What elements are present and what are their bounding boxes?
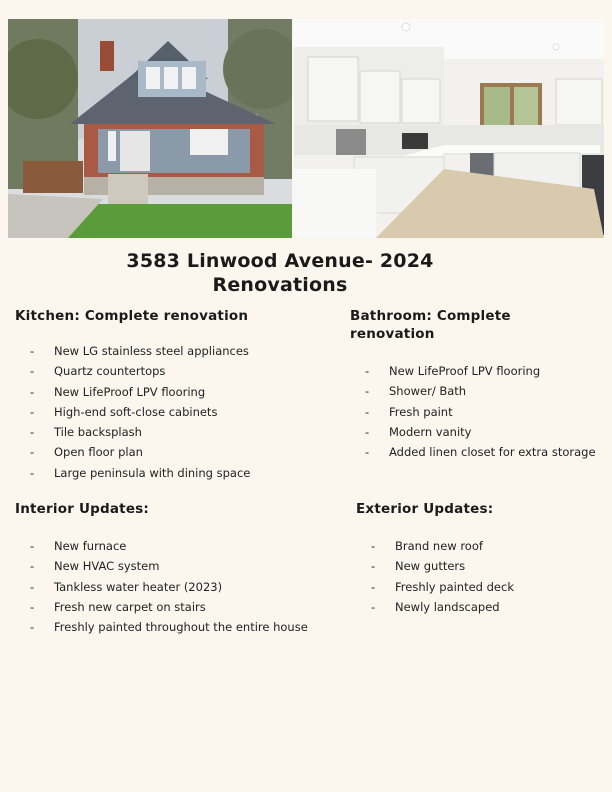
list-item: - New furnace (15, 536, 355, 556)
bathroom-list (350, 361, 600, 462)
kitchen-interior-photo (294, 19, 604, 238)
interior-heading: Interior Updates: (15, 501, 150, 517)
bathroom-heading: Bathroom: Complete renovation (350, 308, 511, 342)
list-item: - Freshly painted throughout the entire house (15, 617, 355, 637)
list-item: - Brand new roof (356, 536, 596, 556)
photo-strip (8, 19, 604, 238)
list-item: - Modern vanity (350, 422, 600, 442)
list-item: - Tile backsplash (15, 422, 315, 442)
list-item: - New HVAC system (15, 556, 355, 576)
interior-section (15, 500, 355, 637)
list-item: - High-end soft-close cabinets (15, 402, 315, 422)
list-item: - New gutters (356, 556, 596, 576)
list-item: - Added linen closet for extra storage (350, 442, 600, 462)
list-item: - Tankless water heater (2023) (15, 577, 355, 597)
page-title-line1: 3583 Linwood Avenue- 2024 (126, 250, 434, 272)
interior-list (15, 536, 355, 637)
list-item: - Newly landscaped (356, 597, 596, 617)
kitchen-list (15, 341, 315, 483)
exterior-section (356, 500, 596, 617)
page-title (0, 249, 560, 297)
list-item: - Open floor plan (15, 442, 315, 462)
bathroom-section (350, 307, 600, 462)
list-item: - Shower/ Bath (350, 381, 600, 401)
list-item: - Quartz countertops (15, 361, 315, 381)
exterior-list (356, 536, 596, 617)
page-title-line2: Renovations (212, 274, 348, 296)
exterior-heading: Exterior Updates: (356, 501, 494, 517)
list-item: - New LifeProof LPV flooring (350, 361, 600, 381)
list-item: - New LifeProof LPV flooring (15, 382, 315, 402)
kitchen-section (15, 307, 315, 483)
list-item: - Large peninsula with dining space (15, 463, 315, 483)
list-item: - Freshly painted deck (356, 577, 596, 597)
house-exterior-photo (8, 19, 292, 238)
kitchen-heading: Kitchen: Complete renovation (15, 308, 249, 324)
list-item: - Fresh paint (350, 402, 600, 422)
list-item: - Fresh new carpet on stairs (15, 597, 355, 617)
list-item: - New LG stainless steel appliances (15, 341, 315, 361)
